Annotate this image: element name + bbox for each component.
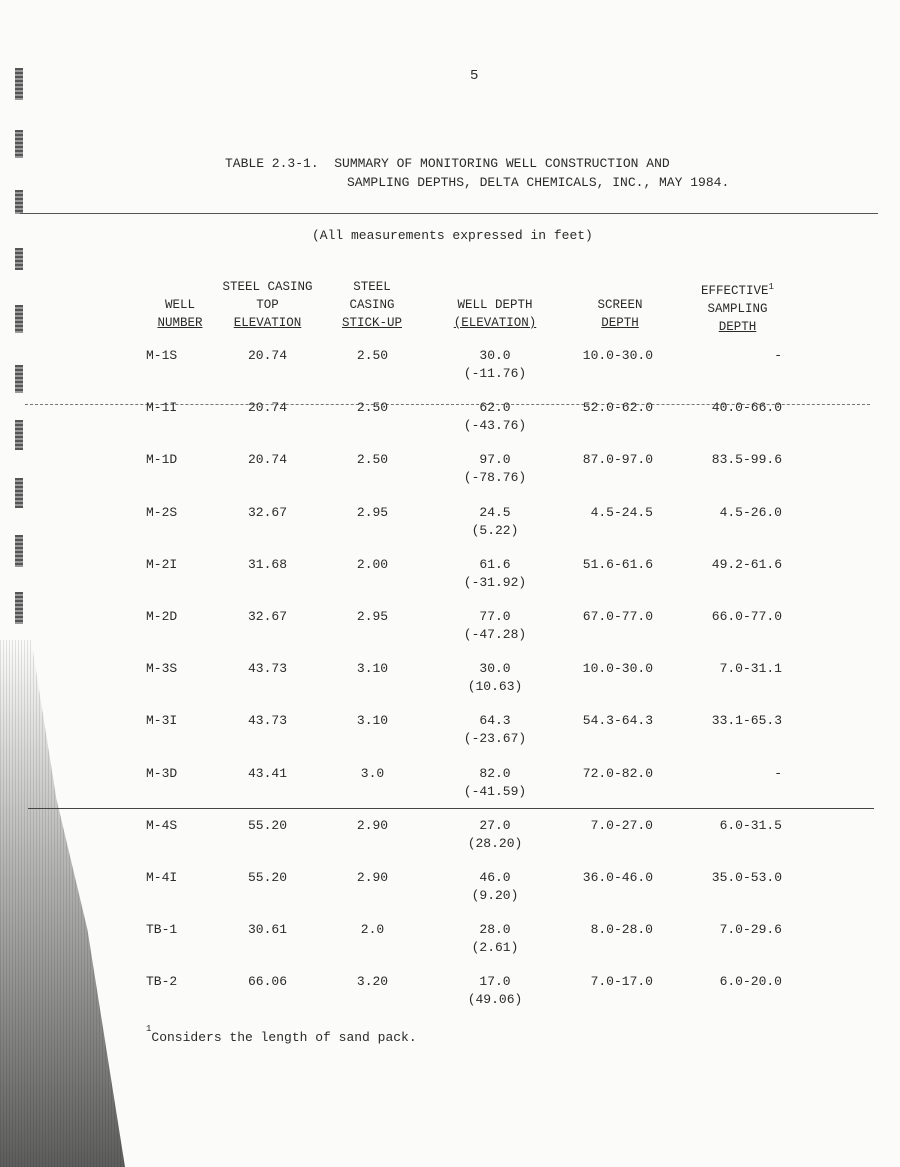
title-line-1: TABLE 2.3-1. SUMMARY OF MONITORING WELL CONSTRUCTION AND (225, 156, 670, 171)
units-note: (All measurements expressed in feet) (312, 228, 593, 243)
cell-depth: 77.0 (479, 609, 511, 624)
cell-screen: 87.0-97.0 (582, 452, 653, 467)
cell-well: M-4I (146, 870, 178, 885)
cell-stickup: 2.90 (356, 818, 389, 833)
cell-well: M-4S (146, 818, 178, 833)
cell-well: TB-2 (146, 974, 178, 989)
cell-stickup: 2.95 (356, 609, 389, 624)
footnote: $^1$Considers the length of sand pack. (146, 1024, 417, 1045)
cell-casing-top: 32.67 (247, 505, 287, 520)
cell-effective: 35.0-53.0 (711, 870, 782, 885)
cell-screen: 72.0-82.0 (582, 766, 653, 781)
header-effective-sampling-depth: EFFECTIVE$^1$ SAMPLING DEPTH (701, 282, 774, 335)
cell-stickup: 3.10 (356, 713, 389, 728)
cell-stickup: 3.0 (360, 766, 385, 781)
cell-effective: 7.0-31.1 (719, 661, 782, 676)
cell-well: M-3I (146, 713, 178, 728)
cell-screen: 7.0-17.0 (590, 974, 653, 989)
cell-well: M-2S (146, 505, 178, 520)
cell-well: M-3S (146, 661, 178, 676)
cell-effective: 33.1-65.3 (711, 713, 782, 728)
table-title (225, 154, 729, 192)
cell-elev: (5.22) (471, 523, 519, 538)
cell-effective: - (774, 348, 782, 363)
cell-stickup: 2.50 (356, 400, 389, 415)
cell-elev: (-78.76) (463, 470, 527, 485)
cell-effective: - (774, 766, 782, 781)
cell-depth: 46.0 (479, 870, 511, 885)
cell-effective: 40.0-66.0 (711, 400, 782, 415)
cell-screen: 10.0-30.0 (582, 348, 653, 363)
cell-well: M-1S (146, 348, 178, 363)
cell-well: TB-1 (146, 922, 178, 937)
cell-elev: (9.20) (471, 888, 519, 903)
cell-screen: 51.6-61.6 (582, 557, 653, 572)
cell-casing-top: 32.67 (247, 609, 287, 624)
cell-screen: 36.0-46.0 (582, 870, 653, 885)
cell-depth: 97.0 (479, 452, 511, 467)
cell-casing-top: 20.74 (247, 348, 287, 363)
header-screen-depth: SCREEN DEPTH (597, 298, 643, 330)
cell-elev: (-11.76) (463, 366, 527, 381)
binder-hole-mark (15, 478, 23, 508)
cell-stickup: 2.0 (360, 922, 385, 937)
binder-hole-mark (15, 305, 23, 333)
cell-casing-top: 43.73 (247, 713, 287, 728)
cell-depth: 28.0 (479, 922, 511, 937)
binder-hole-mark (15, 130, 23, 158)
cell-effective: 49.2-61.6 (711, 557, 782, 572)
cell-depth: 17.0 (479, 974, 511, 989)
cell-elev: (49.06) (467, 992, 523, 1007)
binder-hole-mark (15, 365, 23, 393)
top-rule (20, 213, 878, 214)
cell-effective: 83.5-99.6 (711, 452, 782, 467)
cell-casing-top: 20.74 (247, 400, 287, 415)
cell-casing-top: 43.41 (247, 766, 287, 781)
cell-effective: 4.5-26.0 (719, 505, 782, 520)
cell-depth: 27.0 (479, 818, 511, 833)
cell-screen: 7.0-27.0 (590, 818, 653, 833)
binder-hole-mark (15, 420, 23, 450)
cell-elev: (-23.67) (463, 731, 527, 746)
cell-well: M-1D (146, 452, 178, 467)
cell-depth: 30.0 (479, 348, 511, 363)
cell-elev: (28.20) (467, 836, 523, 851)
cell-depth: 61.6 (479, 557, 511, 572)
cell-effective: 6.0-20.0 (719, 974, 782, 989)
cell-casing-top: 66.06 (247, 974, 287, 989)
header-well-depth: WELL DEPTH (ELEVATION) (453, 298, 537, 330)
cell-screen: 4.5-24.5 (590, 505, 653, 520)
cell-stickup: 2.95 (356, 505, 389, 520)
cell-depth: 64.3 (479, 713, 511, 728)
cell-casing-top: 20.74 (247, 452, 287, 467)
cell-stickup: 3.20 (356, 974, 389, 989)
cell-depth: 30.0 (479, 661, 511, 676)
cell-screen: 10.0-30.0 (582, 661, 653, 676)
cell-stickup: 2.90 (356, 870, 389, 885)
cell-screen: 52.0-62.0 (582, 400, 653, 415)
cell-stickup: 2.00 (356, 557, 389, 572)
header-casing-top-elevation: STEEL CASING TOP ELEVATION (222, 280, 313, 330)
cell-elev: (2.61) (471, 940, 519, 955)
cell-elev: (10.63) (467, 679, 523, 694)
cell-casing-top: 55.20 (247, 818, 287, 833)
page-number: 5 (470, 68, 479, 84)
binder-hole-mark (15, 535, 23, 567)
cell-elev: (-41.59) (463, 784, 527, 799)
header-stick-up: STEEL CASING STICK-UP (341, 280, 402, 330)
cell-screen: 54.3-64.3 (582, 713, 653, 728)
cell-casing-top: 30.61 (247, 922, 287, 937)
binder-hole-mark (15, 68, 23, 100)
binder-hole-mark (15, 248, 23, 270)
cell-screen: 8.0-28.0 (590, 922, 653, 937)
scan-line (28, 808, 874, 809)
cell-depth: 24.5 (479, 505, 511, 520)
cell-depth: 62.0 (479, 400, 511, 415)
cell-effective: 6.0-31.5 (719, 818, 782, 833)
cell-elev: (-47.28) (463, 627, 527, 642)
cell-well: M-3D (146, 766, 178, 781)
cell-stickup: 2.50 (356, 348, 389, 363)
binder-hole-mark (15, 592, 23, 624)
cell-stickup: 3.10 (356, 661, 389, 676)
cell-effective: 66.0-77.0 (711, 609, 782, 624)
cell-elev: (-31.92) (463, 575, 527, 590)
cell-stickup: 2.50 (356, 452, 389, 467)
scan-shadow (0, 640, 125, 1167)
cell-depth: 82.0 (479, 766, 511, 781)
title-line-2: SAMPLING DEPTHS, DELTA CHEMICALS, INC., MAY 1984. (347, 175, 730, 190)
cell-well: M-2D (146, 609, 178, 624)
cell-effective: 7.0-29.6 (719, 922, 782, 937)
cell-casing-top: 31.68 (247, 557, 287, 572)
cell-well: M-2I (146, 557, 178, 572)
cell-screen: 67.0-77.0 (582, 609, 653, 624)
header-well-number: WELL NUMBER (157, 298, 203, 330)
cell-well: M-1I (146, 400, 178, 415)
binder-hole-mark (15, 190, 23, 214)
cell-casing-top: 43.73 (247, 661, 287, 676)
cell-elev: (-43.76) (463, 418, 527, 433)
cell-casing-top: 55.20 (247, 870, 287, 885)
